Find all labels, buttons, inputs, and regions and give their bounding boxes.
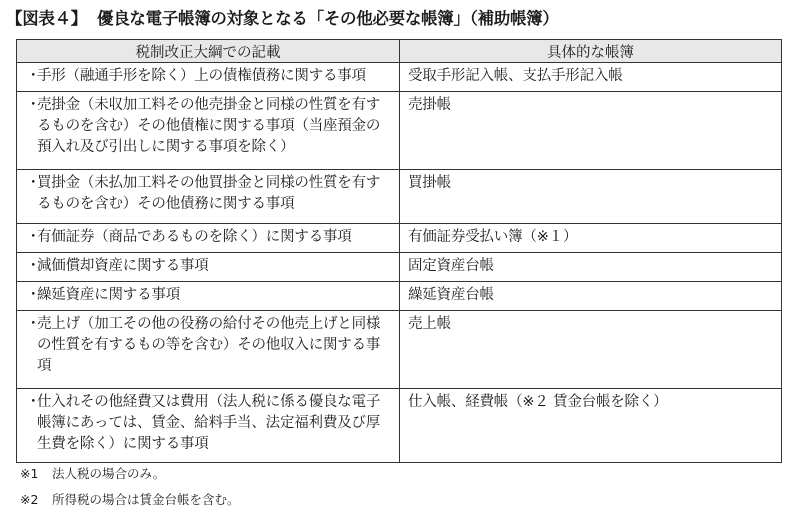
header-tax-reform: 税制改正大綱での記載 [17,40,400,63]
bullet-icon: ・ [26,394,41,410]
row-book: 有価証券受払い簿（※１） [408,229,578,245]
bullet-icon: ・ [26,316,41,332]
row-description: 売上げ（加工その他の役務の給付その他売上げと同様の性質を有するもの等を含む）その他収入に関する事項 [37,316,381,374]
row-description: 減価償却資産に関する事項 [37,258,209,274]
bullet-icon: ・ [26,287,41,303]
row-description-cell [17,170,400,224]
row-description-cell [17,63,400,92]
row-book: 受取手形記入帳、支払手形記入帳 [408,68,623,84]
row-book-cell [400,253,782,282]
bullet-icon: ・ [26,97,41,113]
table-header-row [17,40,782,63]
row-book-cell [400,92,782,170]
bullet-icon: ・ [26,229,41,245]
row-description-cell [17,224,400,253]
table-row [17,63,782,92]
row-book-cell [400,282,782,311]
row-description: 手形（融通手形を除く）上の債権債務に関する事項 [37,68,366,84]
figure-title [6,5,559,29]
footnotes [20,461,240,513]
table-row [17,253,782,282]
table-row [17,224,782,253]
table-row [17,282,782,311]
bullet-icon: ・ [26,175,41,191]
row-book: 買掛帳 [408,175,451,191]
row-description-cell [17,253,400,282]
row-book: 固定資産台帳 [408,258,494,274]
figure-tag: 【図表４】 [6,9,88,28]
footnote-text: 所得税の場合は賃金台帳を含む。 [52,492,240,507]
footnote-mark: ※2 [20,492,39,507]
row-book: 繰延資産台帳 [408,287,494,303]
footnote-text: 法人税の場合のみ。 [52,466,166,481]
figure-title-text: 優良な電子帳簿の対象となる「その他必要な帳簿」（補助帳簿） [97,9,559,28]
row-description-cell [17,282,400,311]
row-description-cell [17,389,400,463]
header-specific-books: 具体的な帳簿 [400,40,782,63]
row-book-cell [400,170,782,224]
row-description: 有価証券（商品であるものを除く）に関する事項 [37,229,352,245]
footnote [20,487,240,513]
row-description: 売掛金（未収加工料その他売掛金と同様の性質を有するものを含む）その他債権に関する事項（当座預金の預入れ及び引出しに関する事項を除く） [37,97,381,155]
row-description-cell [17,92,400,170]
table-row [17,311,782,389]
books-table [16,39,782,463]
row-description-cell [17,311,400,389]
row-book-cell [400,224,782,253]
row-book: 売掛帳 [408,97,451,113]
bullet-icon: ・ [26,258,41,274]
row-book-cell [400,311,782,389]
row-book: 売上帳 [408,316,451,332]
row-description: 繰延資産に関する事項 [37,287,180,303]
row-book-cell [400,389,782,463]
table-row [17,389,782,463]
row-description: 仕入れその他経費又は費用（法人税に係る優良な電子帳簿にあっては、賃金、給料手当、法定福利費及び厚生費を除く）に関する事項 [37,394,381,452]
row-book-cell [400,63,782,92]
row-description: 買掛金（未払加工料その他買掛金と同様の性質を有するものを含む）その他債務に関する事項 [37,175,381,212]
row-book: 仕入帳、経費帳（※２ 賃金台帳を除く） [408,394,668,410]
footnote-mark: ※1 [20,466,39,481]
bullet-icon: ・ [26,68,41,84]
footnote [20,461,240,487]
table-row [17,92,782,170]
table-row [17,170,782,224]
